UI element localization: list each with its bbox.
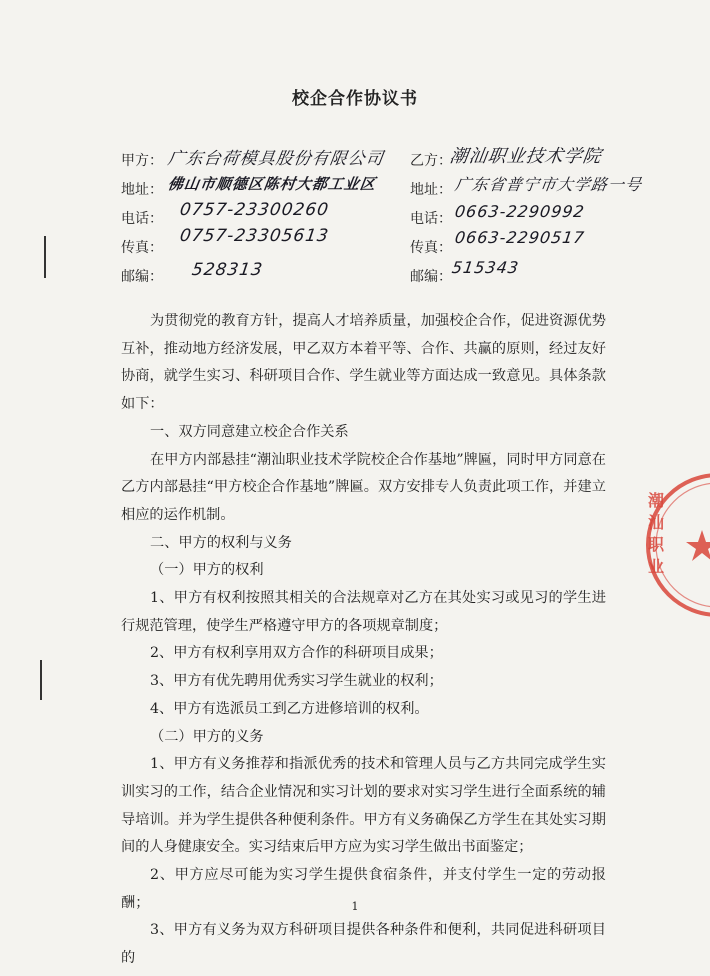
section-2-title: 二、甲方的权利与义务: [150, 534, 292, 551]
seal-star: [686, 530, 710, 561]
party-a-postcode-label: 邮编：: [121, 269, 163, 285]
binding-mark-bottom: [40, 660, 42, 700]
duty-item-1: 1、甲方有义务推荐和指派优秀的技术和管理人员与乙方共同完成学生实训实习的工作，结合企业情况和实习计划的要求对实习学生进行全面系统的辅导培训。并为学生提供各种便利条件。甲方有义务确保乙方学生在其处实习期间的人身健康安全。实习结束后甲方应为实习学生做出书面鉴定；: [121, 756, 606, 856]
party-b-name: 潮汕职业技术学院: [448, 146, 604, 167]
party-a-phone: 0757-23300260: [178, 200, 331, 220]
subsection-duties-title: （二）甲方的义务: [150, 728, 264, 745]
party-b-address-label: 地址：: [410, 182, 452, 198]
subsection-rights-title: （一）甲方的权利: [150, 562, 264, 579]
party-b-postcode-label: 邮编：: [410, 269, 452, 285]
seal-text: 潮汕职业: [648, 491, 665, 576]
agreement-body: [121, 308, 606, 973]
party-a-fax: 0757-23305613: [178, 226, 331, 246]
party-b-postcode: 515343: [450, 258, 521, 277]
party-b-phone: 0663-2290992: [453, 202, 587, 221]
intro-paragraph: 为贯彻党的教育方针，提高人才培养质量，加强校企合作，促进资源优势互补，推动地方经济发展，甲乙双方本着平等、合作、共赢的原则，经过友好协商，就学生实习、科研项目合作、学生就业等方面达成一致意见。具体条款如下：: [121, 313, 606, 413]
party-b-address: 广东省普宁市大学路一号: [453, 175, 644, 194]
section-1-title: 一、双方同意建立校企合作关系: [150, 423, 349, 440]
party-a-postcode: 528313: [190, 260, 265, 280]
party-b-fax: 0663-2290517: [453, 228, 587, 247]
binding-mark-top: [44, 236, 46, 278]
party-a-address: 佛山市顺德区陈村大都工业区: [166, 175, 378, 193]
duty-item-2: 2、甲方应尽可能为实习学生提供食宿条件，并支付学生一定的劳动报酬；: [121, 867, 606, 911]
right-item-2: 2、甲方有权利享用双方合作的科研项目成果；: [150, 645, 443, 662]
party-b-label: 乙方：: [410, 153, 452, 169]
party-a-fax-label: 传真：: [121, 240, 163, 256]
right-item-1: 1、甲方有权利按照其相关的合法规章对乙方在其处实习或见习的学生进行规范管理，使学生严格遵守甲方的各项规章制度；: [121, 590, 606, 634]
document-title: 校企合作协议书: [292, 89, 418, 109]
page-number: 1: [351, 900, 359, 913]
party-b-phone-label: 电话：: [410, 211, 452, 227]
party-a-address-label: 地址：: [121, 182, 163, 198]
duty-item-3: 3、甲方有义务为双方科研项目提供各种条件和便利，共同促进科研项目的: [121, 922, 606, 967]
party-b-fax-label: 传真：: [410, 240, 452, 256]
section-1-text: 在甲方内部悬挂“潮汕职业技术学院校企合作基地”牌匾，同时甲方同意在乙方内部悬挂“甲方校企合作基地”牌匾。双方安排专人负责此项工作，并建立相应的运作机制。: [121, 451, 606, 523]
party-a-phone-label: 电话：: [121, 211, 163, 227]
right-item-4: 4、甲方有选派员工到乙方进修培训的权利。: [150, 700, 429, 717]
party-a-label: 甲方：: [121, 153, 163, 169]
party-a-name: 广东台荷模具股份有限公司: [166, 149, 386, 169]
right-item-3: 3、甲方有优先聘用优秀实习学生就业的权利；: [150, 673, 443, 690]
